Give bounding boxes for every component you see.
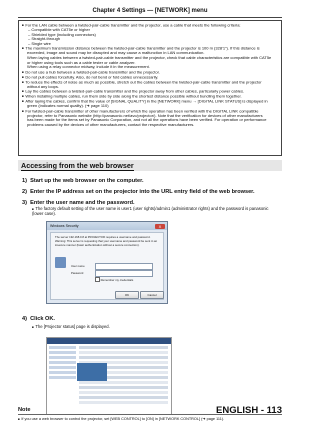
step-3-description: ■ The factory default setting of the user name is user1 (user rights)/admin1 (administrator rights) and the password is panasonic (lower case). <box>32 207 280 217</box>
step-4-description: ■ The [Projector status] page is displayed. <box>32 325 280 330</box>
note-line: ■ Lay the cables between a twisted-pair-cable transmitter and the projector away from other cables, particularly power cables. <box>22 89 278 94</box>
note-text: ■ If you use a web browser to control the projector, set [WEB CONTROL] to [ON] in [NETWORK CONTROL] (➜ page 111). <box>18 416 224 421</box>
status-page-nav <box>49 346 76 381</box>
note-line: exceeded, image and sound may be disrupted and may cause a malfunction in LAN communication. <box>27 51 205 56</box>
user-name-field[interactable] <box>95 263 153 270</box>
status-page-image <box>77 363 107 381</box>
dialog-message-2: Warning: This server is requesting that your username and password be sent in an insecure manner (basic authentication without a secure connection). <box>55 239 158 247</box>
projector-status-screenshot <box>46 337 172 415</box>
password-label: Password <box>71 271 84 275</box>
remember-checkbox[interactable] <box>95 277 133 282</box>
dialog-titlebar <box>47 222 167 230</box>
note-line: has been made for the items set by Panasonic Corporation, and not all the operations have been verified. For operation or performance <box>27 118 267 123</box>
remember-label: Remember my credentials <box>100 278 134 283</box>
checkbox-icon <box>95 277 100 282</box>
step-4: 4) Click OK. <box>22 316 55 322</box>
status-page-header <box>47 338 171 344</box>
page-number: ENGLISH - 113 <box>216 405 282 416</box>
dialog-body <box>50 232 164 300</box>
note-title: Note <box>18 407 31 413</box>
step-2: 2) Enter the IP address set on the projector into the URL entry field of the web browser. <box>22 189 255 195</box>
note-line: – Compatible with CAT5e or higher <box>28 27 90 32</box>
note-line: ■ Do not pull cables forcefully. Also, do not bend or fold cables unnecessarily. <box>22 75 278 80</box>
step-1: 1) Start up the web browser on the computer. <box>22 178 144 184</box>
dialog-message <box>55 236 163 247</box>
note-line: ■ After laying the cables, confirm that the value of [SIGNAL QUALITY] in the [NETWORK] menu → [DIGITAL LINK STATUS] is displayed in <box>22 99 278 104</box>
section-title-text: Accessing from the web browser <box>21 161 134 170</box>
dialog-message-1: The server 192.168.0.8 at PROJECTOR requires a username and password. <box>55 235 151 239</box>
notes-box <box>18 20 282 156</box>
user-name-label: User name <box>71 264 85 268</box>
note-line: problems caused by the devices of other manufacturers, contact the respective manufacturers. <box>27 122 195 127</box>
note-line: ■ When installing multiple cables, run them side by side along the shortest distance possible without bundling them together. <box>22 94 278 99</box>
section-title <box>18 160 282 171</box>
cancel-button[interactable]: Cancel <box>140 291 164 299</box>
note-line: ■ The maximum transmission distance between the twisted-pair-cable transmitter and the projector is 100 m (328'1"). If this distance is <box>22 46 278 51</box>
note-line: green (indicates normal quality). (➜ page 110) <box>27 104 109 109</box>
close-icon[interactable]: X <box>155 224 165 229</box>
note-line: or higher using tools such as a cable tester or cable analyzer. <box>27 60 136 65</box>
login-dialog <box>46 221 168 304</box>
note-line: projector, refer to Panasonic website (http://panasonic.net/avc/projector/). Note that the verification for devices of other manufacturers <box>27 113 263 118</box>
note-line: ■ For twisted-pair-cable transmitter of other manufacturers of which the operation has been verified with the DIGITAL LINK compatible <box>22 109 278 114</box>
note-line: When using a relay connector midway, include it in the measurement. <box>27 65 150 70</box>
step-3: 3) Enter the user name and the password. <box>22 200 135 206</box>
header-rule <box>18 17 282 18</box>
ok-button[interactable]: OK <box>115 291 139 299</box>
user-icon <box>55 257 66 268</box>
note-line: – Single wire <box>28 41 51 46</box>
page-header: Chapter 4 Settings — [NETWORK] menu <box>92 8 208 14</box>
note-line: ■ To reduce the effects of noise as much as possible, stretch out the cables between the twisted-pair-cable transmitter and the projector <box>22 80 278 85</box>
notes-list <box>22 23 278 128</box>
note-line: without any loops. <box>27 84 60 89</box>
note-rule <box>18 414 282 415</box>
note-line: ■ For the LAN cable between a twisted-pair-cable transmitter and the projector, use a cable that meets the following criteria: <box>22 23 278 28</box>
note-line: When laying cables between a twisted-pair-cable transmitter and the projector, check that cable characteristics are compatible with CAT5e <box>27 55 272 60</box>
note-line: – Shielded type (including connectors) <box>28 32 96 37</box>
note-line: ■ Do not use a hub between a twisted-pair-cable transmitter and the projector. <box>22 70 278 75</box>
note-line: – Straight-through <box>28 37 61 42</box>
password-field[interactable] <box>95 270 153 277</box>
dialog-title: Windows Security <box>50 224 79 228</box>
